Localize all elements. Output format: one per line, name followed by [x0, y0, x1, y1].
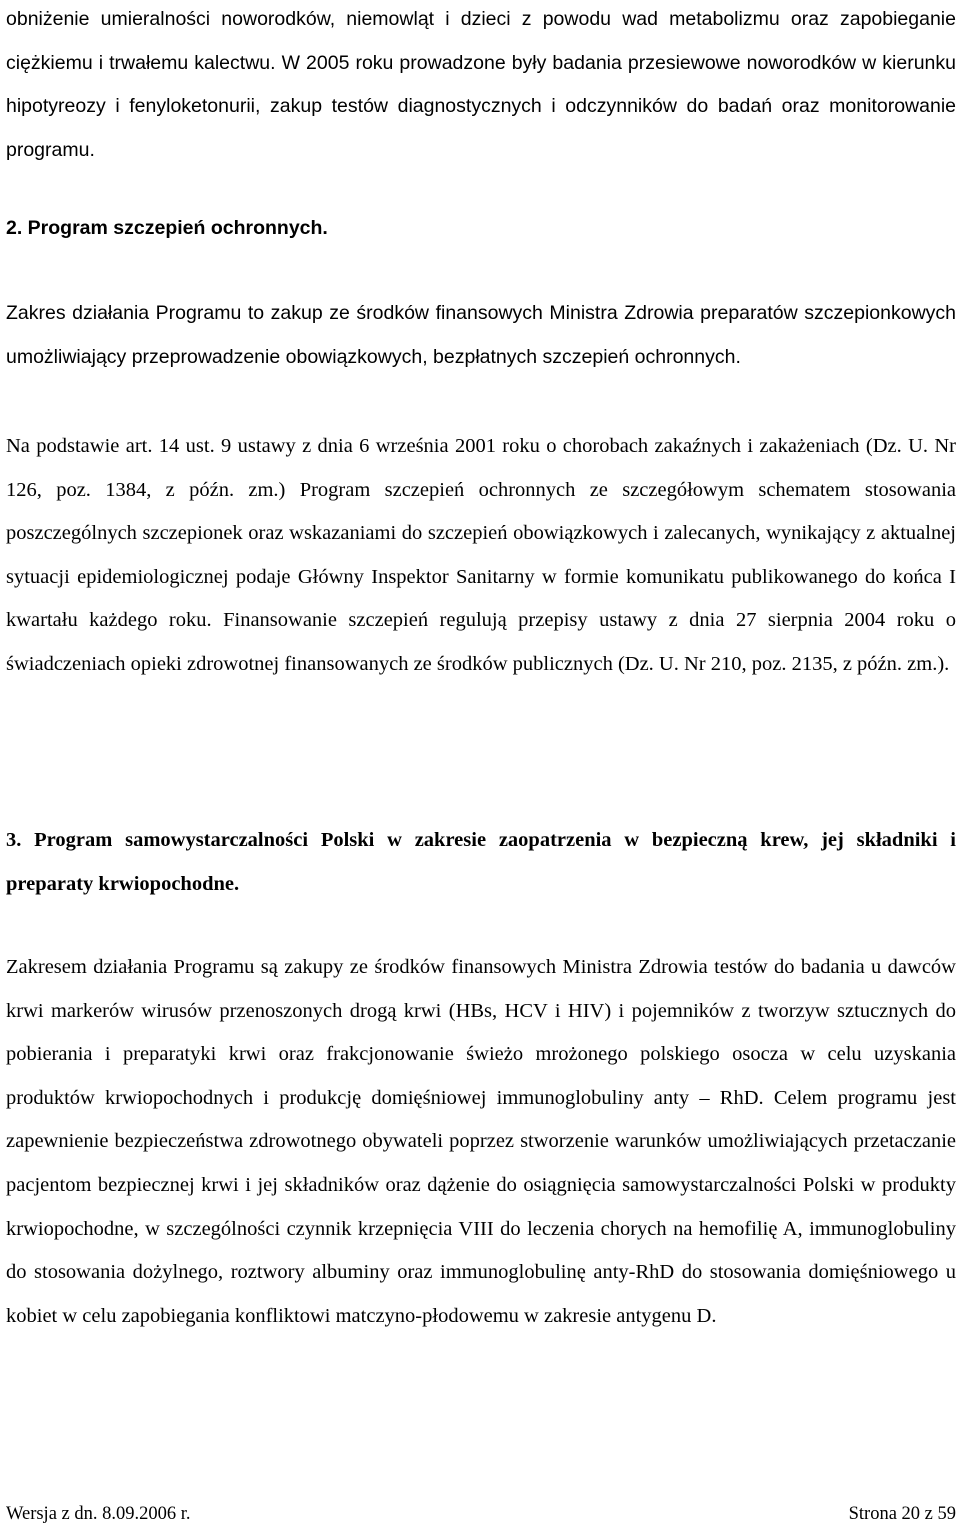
section-3-heading: 3. Program samowystarczalności Polski w zakresie zaopatrzenia w bezpieczną krew, jej składniki i preparaty krwiopochodne. — [6, 829, 956, 895]
section-3-paragraph: Zakresem działania Programu są zakupy ze środków finansowych Ministra Zdrowia testów do badania u dawców krwi markerów wirusów przenoszonych drogą krwi (HBs, HCV i HIV) i pojemników z tworzyw sztucznych do pobierania i preparatyki krwi oraz frakcjonowanie świeżo mrożonego polskiego osocza w celu uzyskania produktów krwiopochodnych i produkcję domięśniowej immunoglobuliny anty – RhD. Celem programu jest zapewnienie bezpieczeństwa zdrowotnego obywateli poprzez stworzenie warunków umożliwiających przetaczanie pacjentom bezpiecznej krwi i jej składników oraz dążenie do osiągnięcia samowystarczalności Polski w produkty krwiopochodne, w szczególności czynnik krzepnięcia VIII do leczenia chorych na hemofilię A, immunoglobuliny do stosowania dożylnego, roztwory albuminy oraz immunoglobulinę anty-RhD do stosowania domięśniowego u kobiet w celu zapobiegania konfliktowi matczyno-płodowemu w zakresie antygenu D. — [6, 956, 956, 1327]
section-2-paragraph-2: Na podstawie art. 14 ust. 9 ustawy z dnia 6 września 2001 roku o chorobach zakaźnych i zakażeniach (Dz. U. Nr 126, poz. 1384, z późn. zm.) Program szczepień ochronnych ze szczegółowym schematem stosowania poszczególnych szczepionek oraz wskazaniami do szczepień obowiązkowych i zalecanych, wynikający z aktualnej sytuacji epidemiologicznej podaje Główny Inspektor Sanitarny w formie komunikatu publikowanego do końca I kwartału każdego roku. Finansowanie szczepień regulują przepisy ustawy z dnia 27 sierpnia 2004 roku o świadczeniach opieki zdrowotnej finansowanych ze środków publicznych (Dz. U. Nr 210, poz. 2135, z późn. zm.). — [6, 435, 956, 675]
section-2-paragraph-1: Zakres działania Programu to zakup ze środków finansowych Ministra Zdrowia preparatów szczepionkowych umożliwiający przeprowadzenie obowiązkowych, bezpłatnych szczepień ochronnych. — [6, 302, 956, 368]
version-date: Wersja z dn. 8.09.2006 r. — [6, 1504, 191, 1524]
section-2-heading: 2. Program szczepień ochronnych. — [6, 217, 328, 239]
intro-paragraph: obniżenie umieralności noworodków, niemowląt i dzieci z powodu wad metabolizmu oraz zapobieganie ciężkiemu i trwałemu kalectwu. W 2005 roku prowadzone były badania przesiewowe noworodków w kierunku hipotyreozy i fenyloketonurii, zakup testów diagnostycznych i odczynników do badań oraz monitorowanie programu. — [6, 8, 956, 161]
page-number: Strona 20 z 59 — [848, 1504, 956, 1524]
